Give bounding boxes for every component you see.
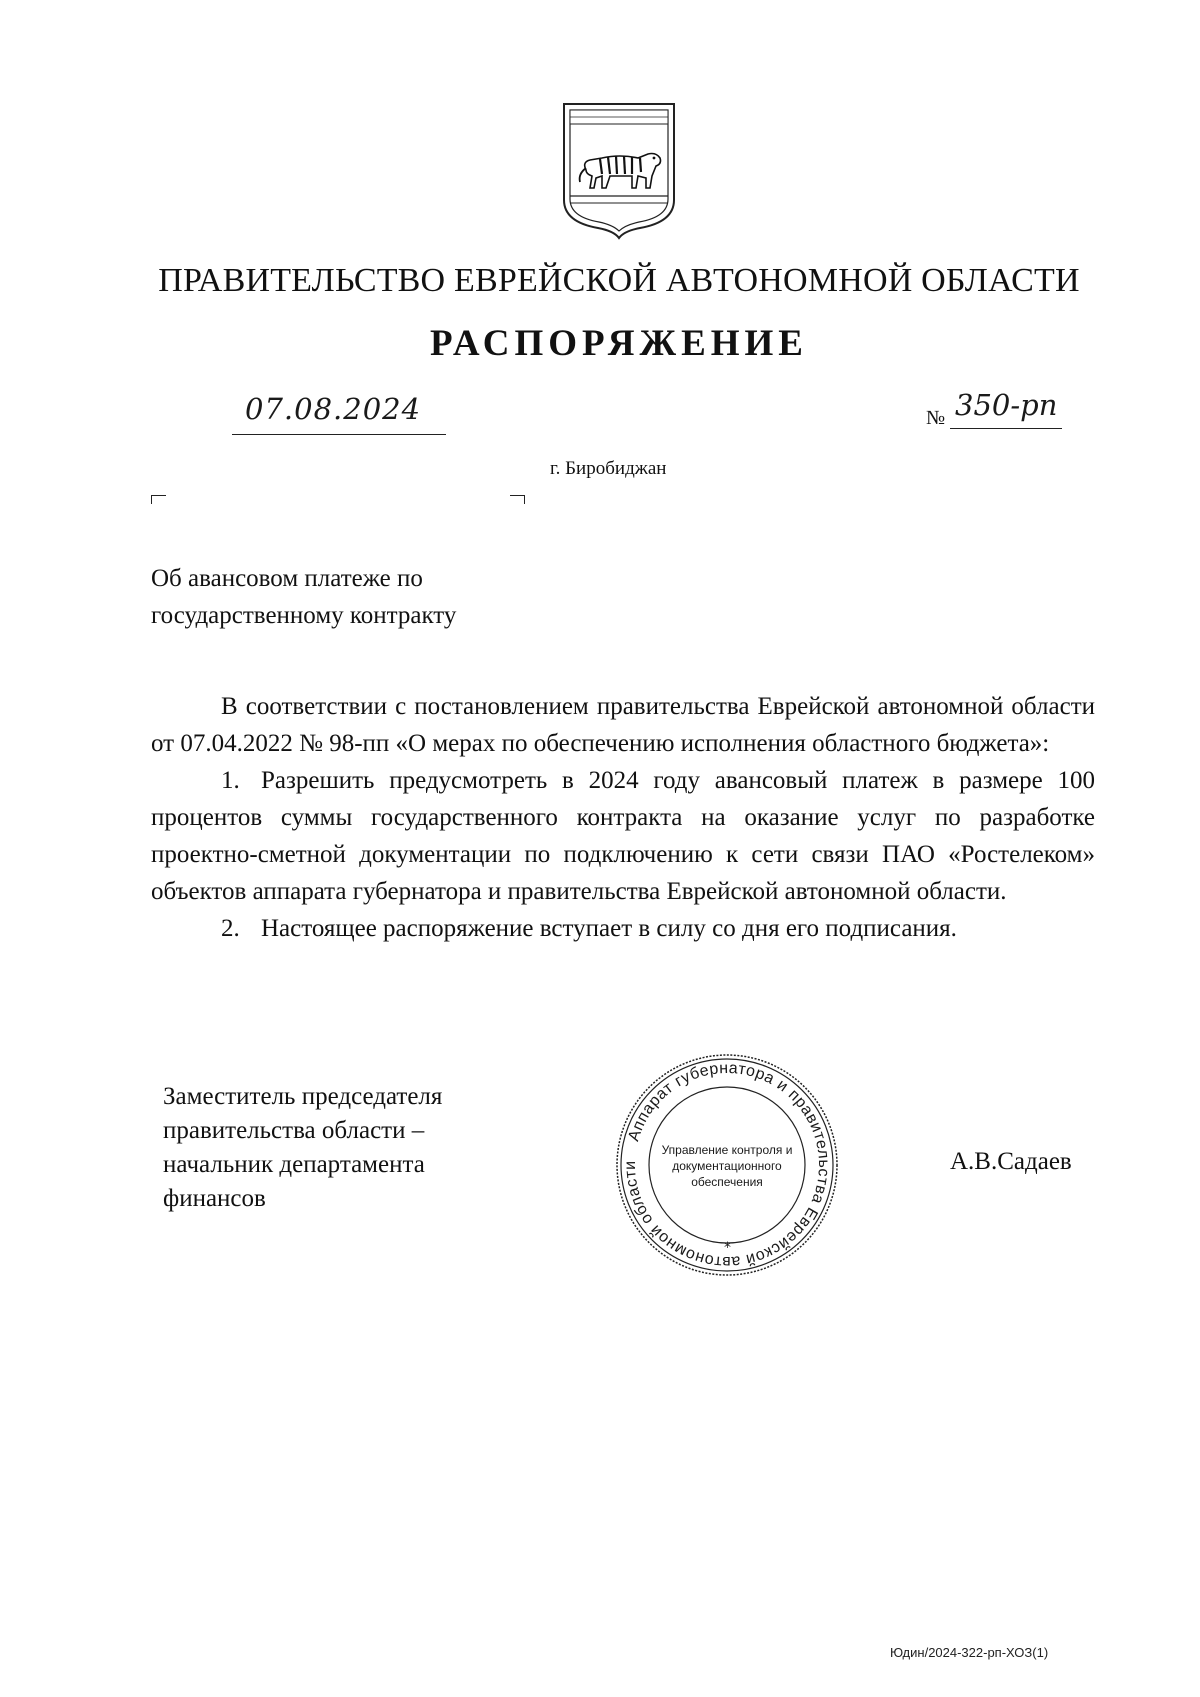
subject-bracket-right (510, 495, 525, 504)
number-label: № (926, 407, 946, 429)
city-name: г. Биробиджан (550, 458, 667, 479)
document-body (151, 688, 1095, 947)
subject-line: государственному контракту (151, 602, 457, 629)
order-item (151, 910, 1095, 947)
signer-name: А.В.Садаев (950, 1148, 1072, 1175)
item-text: Настоящее распоряжение вступает в силу со дня его подписания. (261, 915, 957, 942)
position-line: финансов (163, 1185, 266, 1212)
preamble-paragraph: В соответствии с постановлением правительства Еврейской автономной области от 07.04.2022 № 98-пп «О мерах по обеспечению исполнения областного бюджета»: (151, 693, 1095, 757)
position-line: Заместитель председателя (163, 1083, 443, 1110)
stamp-ring-text: Аппарат губернатора и правительства Еврейской автономной области (621, 1059, 833, 1271)
stamp-inner-line: Управление контроля и (661, 1143, 793, 1157)
subject-line: Об авансовом платеже по (151, 565, 423, 592)
subject-bracket-left (151, 495, 166, 504)
svg-text:*: * (724, 1240, 731, 1256)
signer-position (163, 1080, 442, 1216)
item-number: 1. (221, 767, 240, 794)
stamp-inner-line: документационного (672, 1159, 782, 1173)
footer-code: Юдин/2024-322-рп-ХОЗ(1) (890, 1645, 1049, 1660)
item-number: 2. (221, 915, 240, 942)
stamp-inner-text (652, 1142, 802, 1190)
order-item (151, 762, 1095, 910)
handwritten-date: 07.08.2024 (245, 392, 422, 426)
official-stamp (612, 1050, 842, 1280)
coat-of-arms-icon (560, 100, 678, 240)
government-title: ПРАВИТЕЛЬСТВО ЕВРЕЙСКОЙ АВТОНОМНОЙ ОБЛАСТИ (158, 262, 1080, 299)
document-subject (151, 560, 456, 634)
handwritten-number: 350-рп (955, 388, 1058, 422)
position-line: начальник департамента (163, 1151, 425, 1178)
stamp-inner-line: обеспечения (691, 1175, 763, 1189)
position-line: правительства области – (163, 1117, 425, 1144)
item-text: Разрешить предусмотреть в 2024 году авансовый платеж в размере 100 процентов суммы государственного контракта на оказание услуг по разработке проектно-сметной документации по подключению к сети связи ПАО «Ростелеком» объектов аппарата губернатора и правительства Еврейской автономной области. (151, 767, 1095, 905)
document-type-title: РАСПОРЯЖЕНИЕ (429, 323, 808, 364)
